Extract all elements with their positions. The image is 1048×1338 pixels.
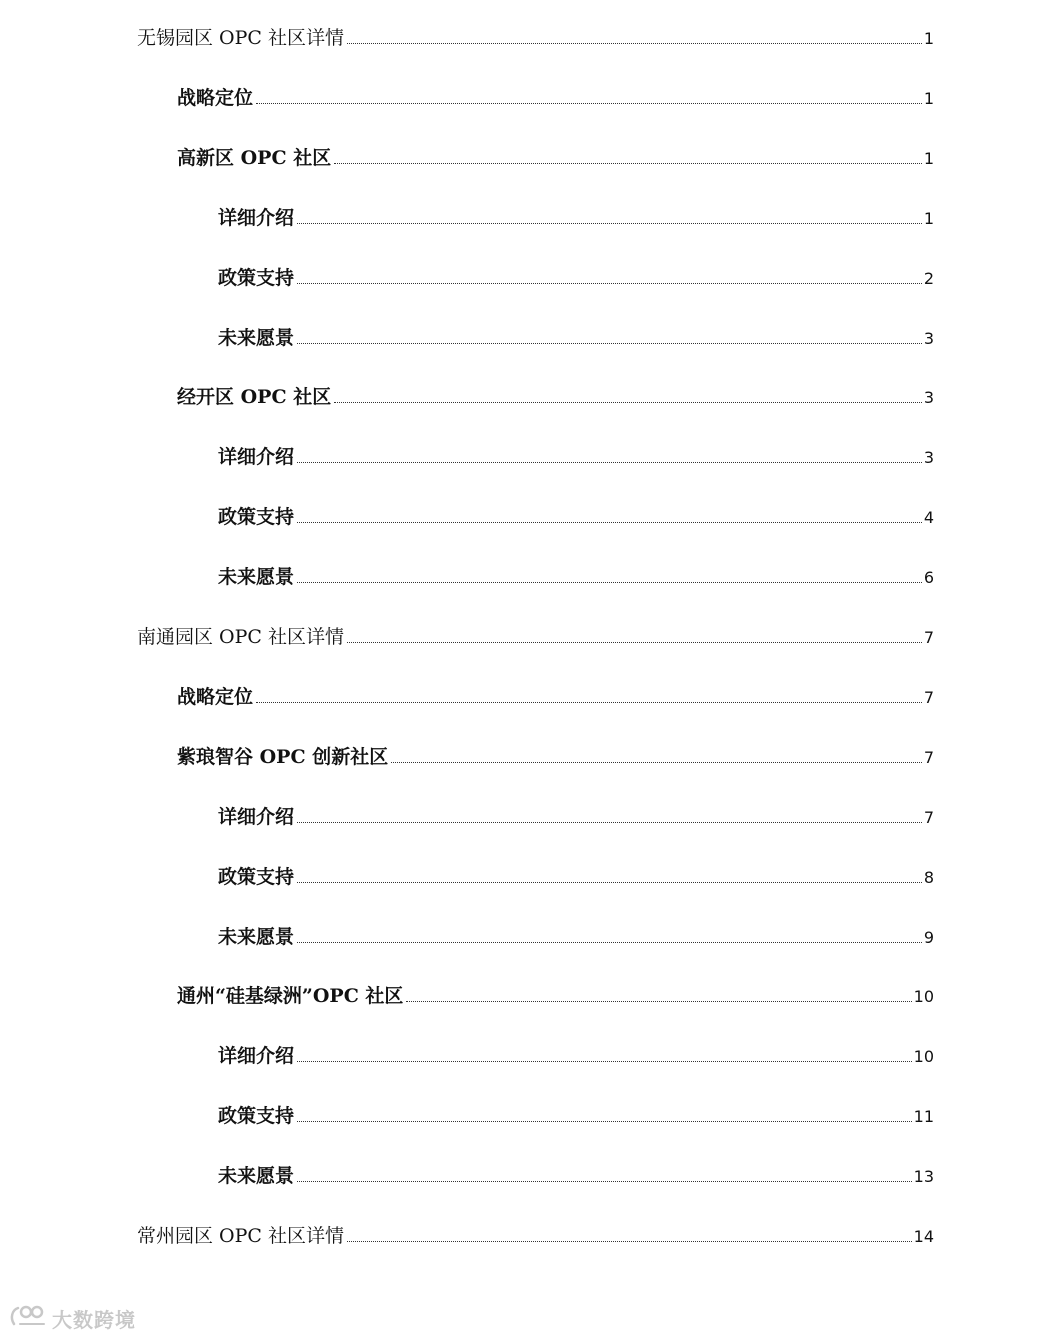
toc-entry-title: 政策支持 — [218, 266, 295, 289]
toc-entry-page-number: 7 — [923, 747, 934, 767]
toc-entry[interactable] — [218, 203, 934, 233]
toc-entry[interactable] — [177, 742, 934, 772]
toc-dot-leader — [297, 223, 922, 224]
toc-entry-title: 详细介绍 — [218, 805, 295, 828]
toc-entry[interactable] — [137, 23, 934, 53]
toc-entry-title: 紫琅智谷 OPC 创新社区 — [177, 745, 389, 768]
toc-entry-title: 战略定位 — [177, 86, 254, 109]
toc-entry-page-number: 10 — [913, 987, 934, 1007]
toc-entry-title: 详细介绍 — [218, 1045, 295, 1068]
toc-entry-page-number: 1 — [923, 148, 934, 168]
toc-dot-leader — [256, 103, 922, 104]
toc-entry-page-number: 6 — [923, 568, 934, 588]
toc-entry[interactable] — [218, 442, 934, 472]
toc-dot-leader — [297, 283, 922, 284]
toc-dot-leader — [347, 642, 922, 643]
toc-entry-page-number: 7 — [923, 628, 934, 647]
toc-entry[interactable] — [218, 263, 934, 293]
toc-entry-page-number: 13 — [913, 1167, 934, 1187]
toc-dot-leader — [406, 1001, 911, 1002]
toc-entry[interactable] — [218, 502, 934, 532]
toc-entry-page-number: 3 — [923, 388, 934, 408]
toc-dot-leader — [297, 822, 922, 823]
toc-dot-leader — [297, 462, 922, 463]
toc-entry-page-number: 7 — [923, 807, 934, 827]
toc-entry-page-number: 7 — [923, 687, 934, 707]
toc-dot-leader — [297, 522, 922, 523]
toc-dot-leader — [297, 1121, 912, 1122]
toc-entry[interactable] — [177, 682, 934, 712]
toc-entry-title: 政策支持 — [218, 506, 295, 529]
toc-entry-title: 未来愿景 — [218, 326, 295, 349]
watermark-text: 大数跨境 — [52, 1307, 136, 1332]
toc-entry-page-number: 1 — [923, 208, 934, 228]
watermark — [8, 1304, 136, 1332]
toc-entry-page-number: 10 — [913, 1047, 934, 1067]
toc-entry[interactable] — [218, 862, 934, 892]
toc-dot-leader — [297, 1061, 912, 1062]
toc-entry[interactable] — [177, 83, 934, 113]
toc-entry[interactable] — [218, 1041, 934, 1071]
toc-entry-page-number: 14 — [913, 1227, 934, 1246]
toc-entry-title: 未来愿景 — [218, 925, 295, 948]
toc-dot-leader — [334, 163, 922, 164]
toc-entry[interactable] — [137, 622, 934, 652]
toc-dot-leader — [256, 702, 922, 703]
toc-entry[interactable] — [218, 562, 934, 592]
toc-entry-title: 常州园区 OPC 社区详情 — [137, 1225, 344, 1247]
toc-entry-page-number: 3 — [923, 448, 934, 468]
toc-entry-title: 政策支持 — [218, 865, 295, 888]
toc-entry[interactable] — [177, 382, 934, 412]
toc-entry-title: 通州“硅基绿洲”OPC 社区 — [177, 985, 404, 1008]
toc-entry-title: 南通园区 OPC 社区详情 — [137, 626, 344, 648]
toc-entry[interactable] — [137, 1221, 934, 1251]
toc-entry[interactable] — [218, 323, 934, 353]
toc-dot-leader — [347, 43, 922, 44]
toc-entry-title: 未来愿景 — [218, 566, 295, 589]
toc-entry-title: 无锡园区 OPC 社区详情 — [137, 27, 344, 49]
toc-entry[interactable] — [218, 802, 934, 832]
toc-entry-page-number: 8 — [923, 867, 934, 887]
toc-entry[interactable] — [177, 143, 934, 173]
toc-dot-leader — [297, 942, 922, 943]
toc-entry-page-number: 9 — [923, 927, 934, 947]
toc-entry-title: 战略定位 — [177, 685, 254, 708]
toc-entry-title: 详细介绍 — [218, 446, 295, 469]
toc-dot-leader — [297, 343, 922, 344]
brand-logo-icon — [8, 1304, 48, 1333]
toc-entry-page-number: 2 — [923, 268, 934, 288]
toc-dot-leader — [297, 882, 922, 883]
toc-entry-page-number: 3 — [923, 328, 934, 348]
toc-dot-leader — [391, 762, 922, 763]
toc-entry-page-number: 1 — [923, 29, 934, 48]
toc-entry[interactable] — [218, 922, 934, 952]
toc-entry[interactable] — [177, 981, 934, 1011]
toc-entry[interactable] — [218, 1161, 934, 1191]
toc-dot-leader — [297, 1181, 912, 1182]
toc-entry-page-number: 4 — [923, 508, 934, 528]
toc-entry-title: 未来愿景 — [218, 1165, 295, 1188]
toc-entry-title: 详细介绍 — [218, 206, 295, 229]
toc-entry-title: 政策支持 — [218, 1105, 295, 1128]
toc-entry-title: 经开区 OPC 社区 — [177, 386, 332, 409]
toc-dot-leader — [334, 402, 922, 403]
toc-entry-title: 高新区 OPC 社区 — [177, 146, 332, 169]
toc-entry[interactable] — [218, 1101, 934, 1131]
toc-dot-leader — [297, 582, 922, 583]
toc-entry-page-number: 11 — [913, 1107, 934, 1127]
toc-dot-leader — [347, 1241, 912, 1242]
toc-entry-page-number: 1 — [923, 88, 934, 108]
